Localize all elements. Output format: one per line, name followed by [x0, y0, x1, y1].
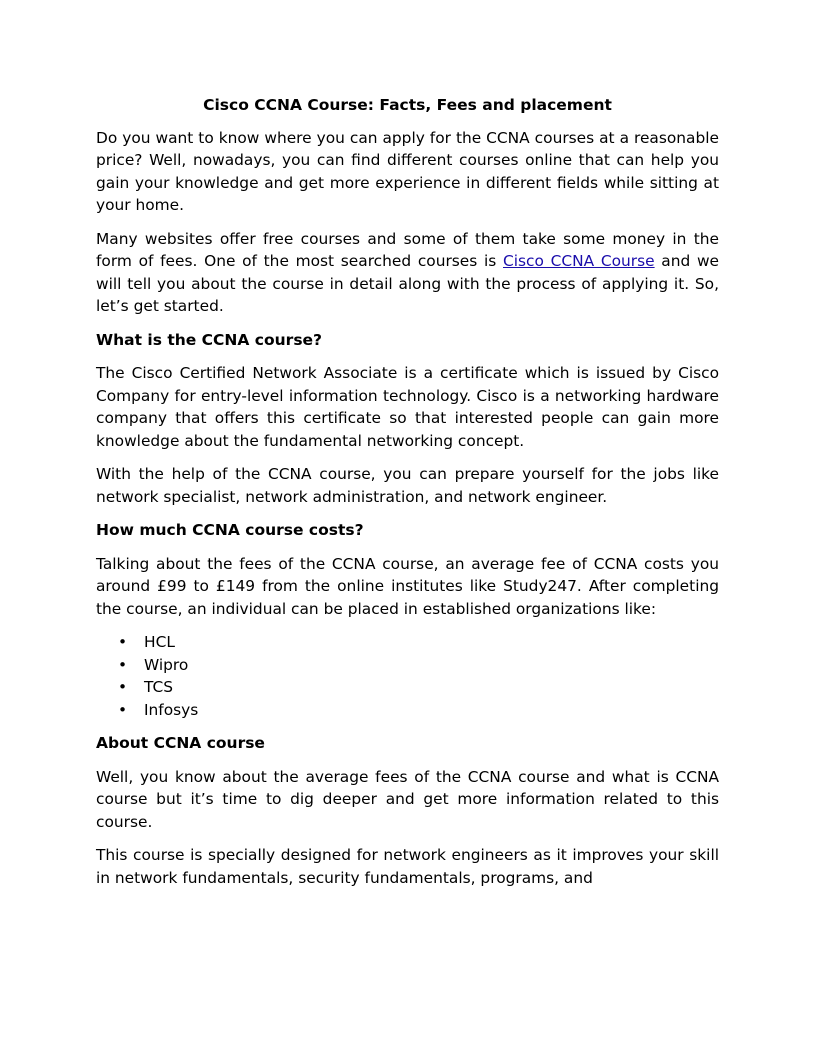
list-item [96, 699, 719, 722]
list-item-label: Wipro [144, 655, 189, 674]
bullet-icon: • [118, 678, 128, 696]
bullet-icon: • [118, 633, 128, 651]
bullet-icon: • [118, 655, 128, 674]
organizations-list [96, 631, 719, 721]
intro-paragraph-2-text-before: Many websites offer free courses and some of them take some money in the form of fees. One of the most searched courses is [96, 229, 719, 270]
document-title: Cisco CCNA Course: Facts, Fees and placement [203, 96, 612, 114]
list-item [96, 631, 719, 654]
costs-paragraph-1: Talking about the fees of the CCNA course, an average fee of CCNA costs you around £99 to £149 from the online institutes like Study247. After completing the course, an individual can be placed in established organizations like: [96, 554, 719, 618]
heading-what-is-ccna: What is the CCNA course? [96, 330, 323, 349]
document-page [96, 94, 719, 900]
what-is-paragraph-1: The Cisco Certified Network Associate is a certificate which is issued by Cisco Company for entry-level information technology. Cisco is a networking hardware company that offers this certificate so that interested people can gain more knowledge about the fundamental networking concept. [96, 364, 719, 450]
bullet-icon: • [118, 700, 128, 719]
list-item-label: TCS [144, 678, 174, 696]
heading-ccna-costs: How much CCNA course costs? [96, 521, 364, 539]
intro-paragraph-2-text-after: and we will tell you about the course in detail along with the process of applying it. So, let’s get started. [96, 252, 720, 315]
about-paragraph-2: This course is specially designed for network engineers as it improves your skill in network fundamentals, security fundamentals, programs, and [96, 846, 719, 887]
list-item-label: Infosys [144, 700, 199, 719]
about-paragraph-1: Well, you know about the average fees of the CCNA course and what is CCNA course but it’s time to dig deeper and get more information related to this course. [96, 767, 719, 831]
list-item-label: HCL [144, 633, 175, 651]
intro-paragraph-1: Do you want to know where you can apply for the CCNA courses at a reasonable price? Well, nowadays, you can find different courses online that can help you gain your knowledge and get more experience in different fields while sitting at your home. [96, 128, 719, 214]
what-is-paragraph-2: With the help of the CCNA course, you can prepare yourself for the jobs like network specialist, network administration, and network engineer. [96, 465, 719, 506]
list-item [96, 676, 719, 699]
heading-about-ccna: About CCNA course [96, 734, 265, 752]
list-item [96, 654, 719, 677]
cisco-ccna-course-link[interactable]: Cisco CCNA Course [503, 252, 655, 270]
intro-paragraph-2 [96, 228, 719, 318]
